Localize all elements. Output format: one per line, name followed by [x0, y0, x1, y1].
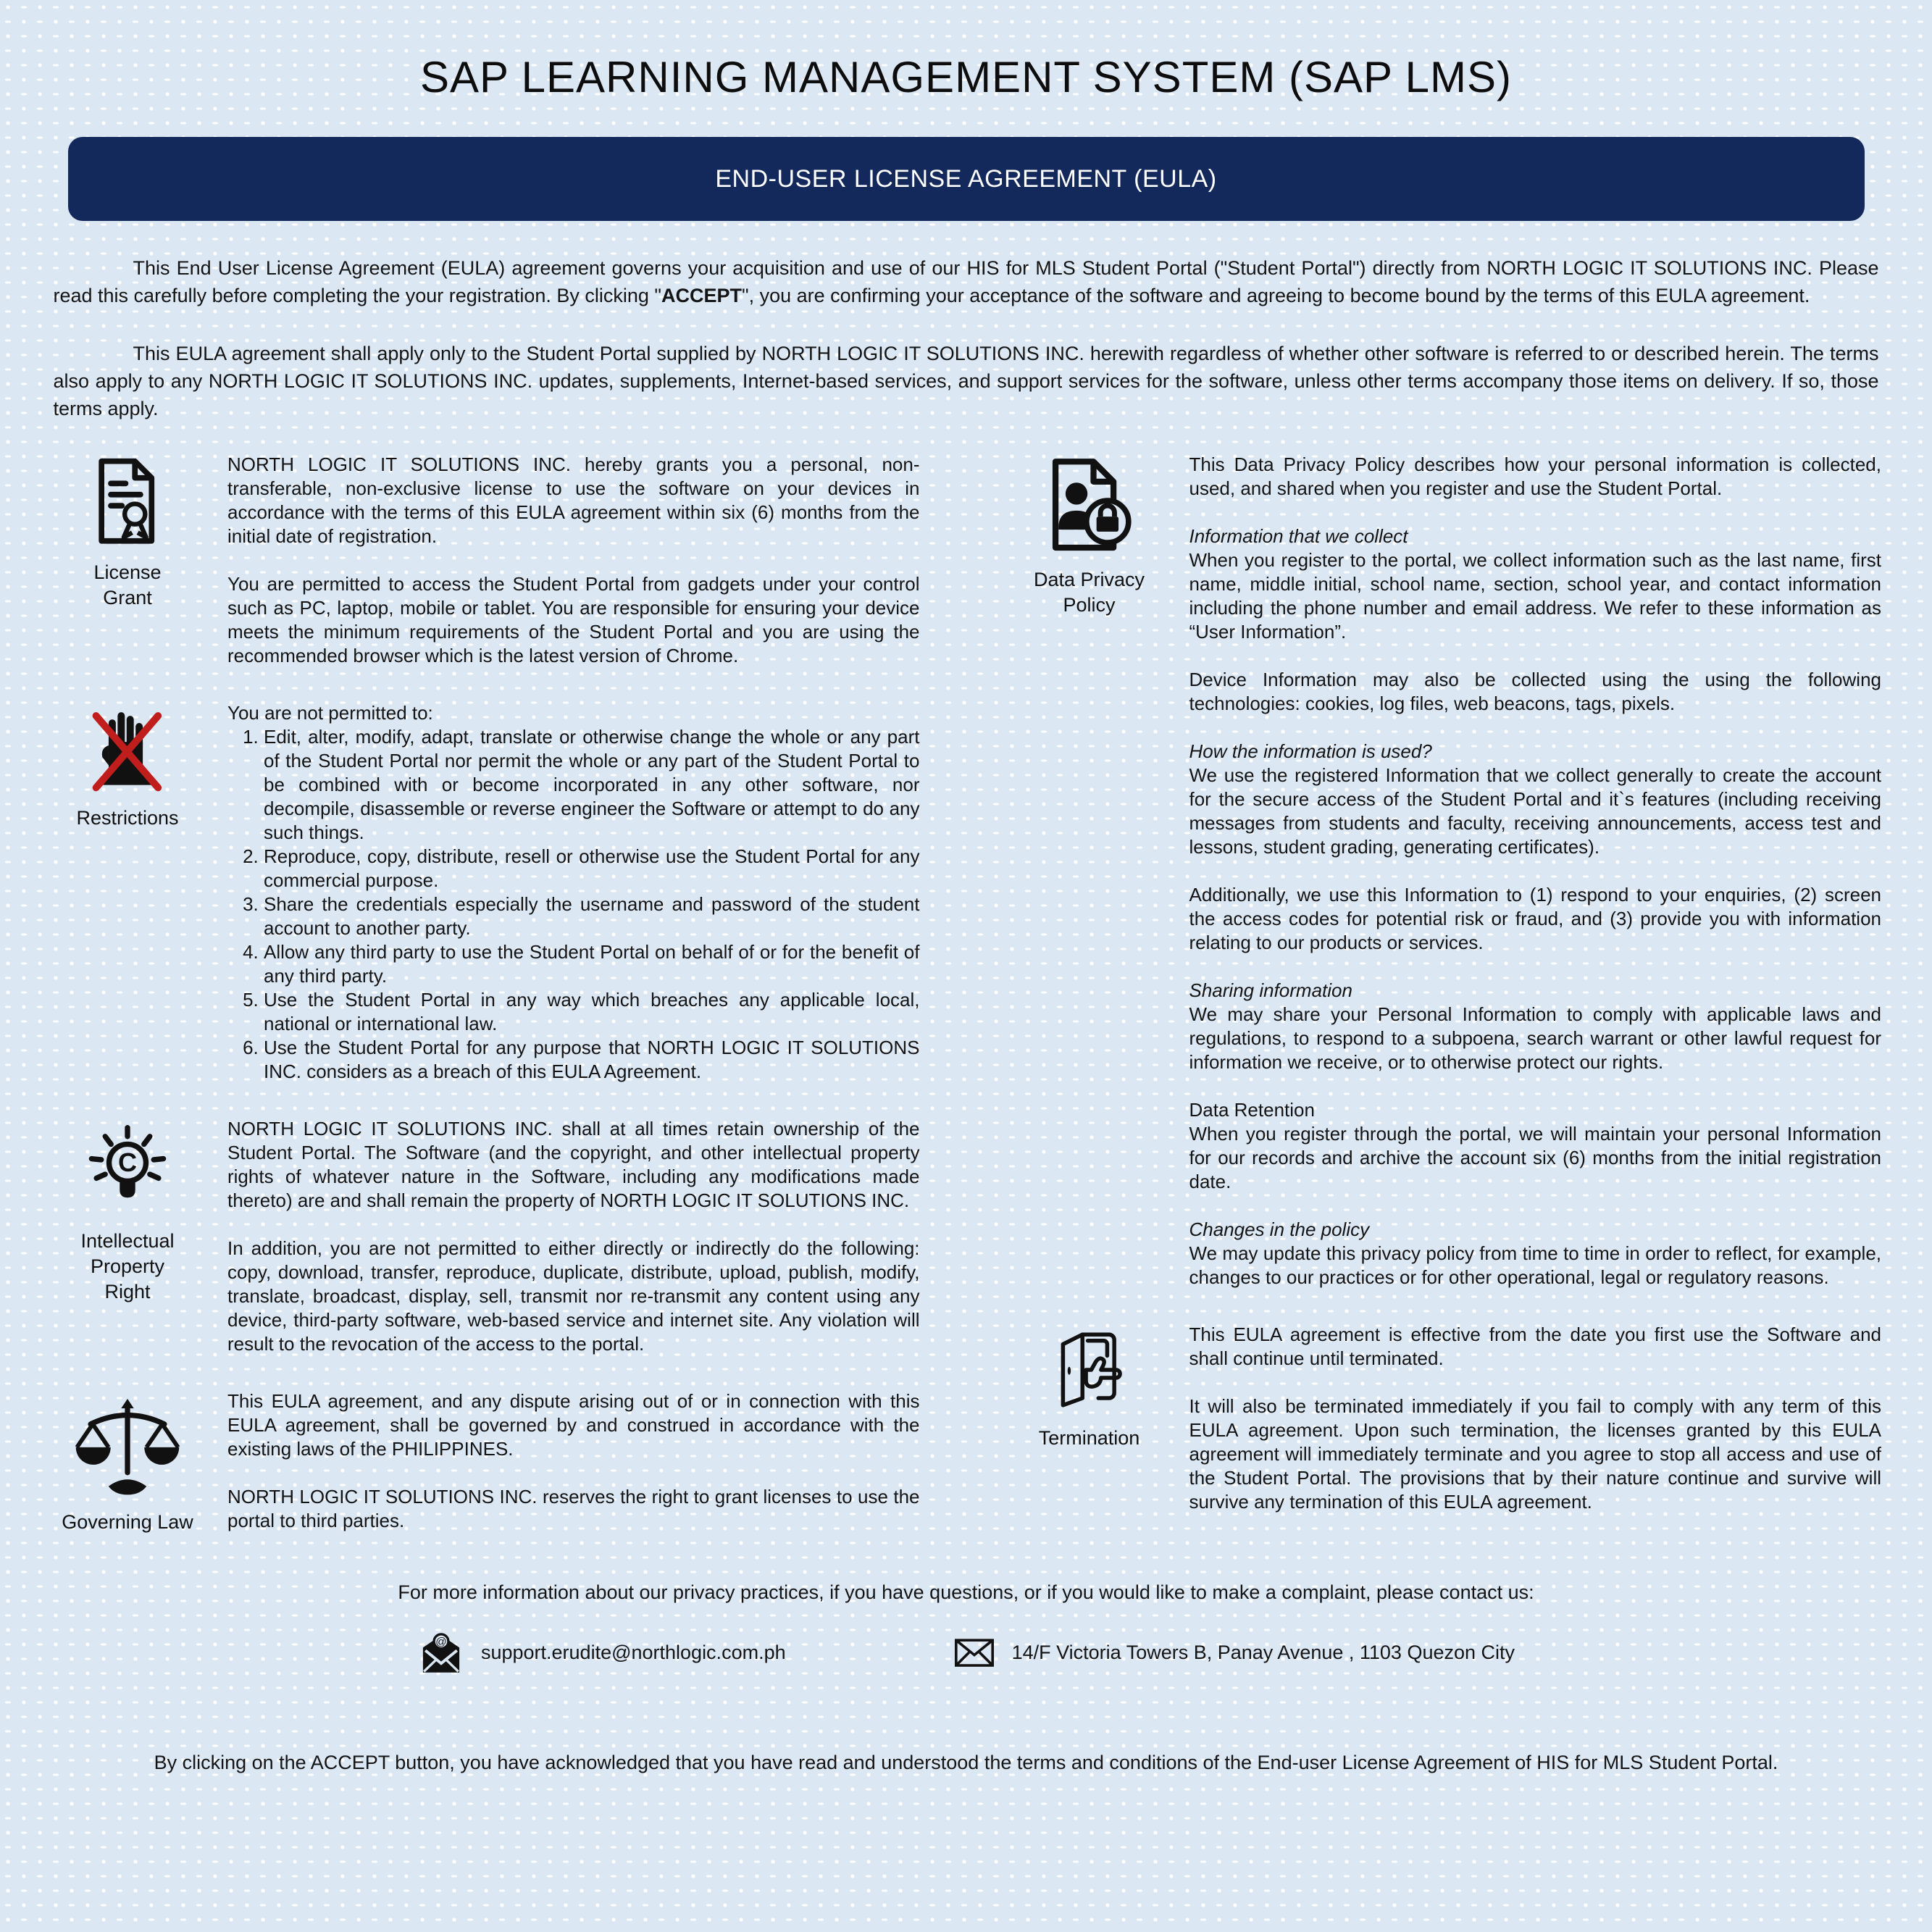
restrictions-text: [227, 701, 920, 1084]
termination-text: [1189, 1323, 1882, 1514]
restriction-item: 2. Reproduce, copy, distribute, resell or otherwise use the Student Portal for any commercial purpose.: [264, 845, 920, 892]
section-intellectual-property: [52, 1117, 920, 1356]
data-privacy-heading-retention: Data Retention: [1189, 1099, 1315, 1121]
data-privacy-heading-used: How the information is used?: [1189, 740, 1432, 762]
restrictions-intro: You are not permitted to:: [227, 702, 433, 724]
svg-text:C: C: [117, 1147, 138, 1178]
data-privacy-p7: When you register through the portal, we will maintain your personal Information for our records and archive the account six (6) months from the initial registration date.: [1189, 1123, 1881, 1192]
contact-email-text: support.erudite@northlogic.com.ph: [480, 1641, 786, 1663]
exit-door-icon: [1045, 1326, 1134, 1414]
data-privacy-p1: This Data Privacy Policy describes how your personal information is collected, used, and shared when you register and use the Student Portal.: [1189, 453, 1881, 499]
data-privacy-heading-changes: Changes in the policy: [1189, 1218, 1370, 1240]
data-privacy-p6: We may share your Personal Information to comply with applicable laws and regulations, to respond to a subpoena, search warrant or other lawful request for information we receive, or to otherwise protect our rights.: [1189, 1003, 1881, 1073]
svg-text:@: @: [435, 1636, 447, 1649]
section-termination: [1014, 1323, 1882, 1514]
contact-row: [0, 1628, 1932, 1676]
prohibited-hand-icon: [83, 704, 172, 794]
license-grant-text: [227, 453, 920, 668]
section-restrictions: [52, 701, 920, 1084]
termination-p1: This EULA agreement is effective from the date you first use the Software and shall continue until terminated.: [1189, 1323, 1881, 1369]
section-data-privacy: [1014, 453, 1882, 1289]
data-privacy-p5: Additionally, we use this Information to (1) respond to your enquiries, (2) screen the access codes for potential risk or fraud, and (3) provide you with information relating to our products or services.: [1189, 884, 1881, 953]
termination-p2: It will also be terminated immediately if you fail to comply with any term of this EULA agreement. Upon such termination, the licenses granted by this EULA agreement will immediately terminate and you agree to stop all access and use of the Student Portal. The provisions that by their nature continue and survive will survive any termination of this EULA agreement.: [1189, 1395, 1881, 1513]
restrictions-label: Restrictions: [76, 807, 179, 829]
data-privacy-p3: Device Information may also be collected using the using the following technologies: cookies, log files, web beacons, tags, pixels.: [1189, 669, 1881, 714]
governing-law-p1: This EULA agreement, and any dispute arising out of or in connection with this EULA agreement, shall be governed by and construed in accordance with the existing laws of the PHILIPPINES.: [227, 1390, 920, 1460]
accept-keyword: ACCEPT: [661, 285, 742, 306]
restriction-item: 3. Share the credentials especially the username and password of the student account to another party.: [264, 892, 920, 940]
governing-law-icon-block: [52, 1389, 203, 1535]
contact-address-text: 14/F Victoria Towers B, Panay Avenue , 1103 Quezon City: [1011, 1641, 1515, 1663]
left-column: [52, 453, 920, 1535]
data-privacy-p2: When you register to the portal, we collect information such as the last name, first name, middle initial, school name, section, school year, and contact information including the phone number and email address. We refer to these information as “User Information”.: [1189, 549, 1881, 643]
data-privacy-heading-collect: Information that we collect: [1189, 525, 1408, 547]
scales-of-justice-icon: [70, 1392, 185, 1498]
privacy-document-lock-icon: [1040, 456, 1139, 556]
contact-address: [953, 1631, 1515, 1674]
intro-p1-text-after: ", you are confirming your acceptance of the software and agreeing to become bound by the terms of this EULA agreement.: [742, 285, 1810, 306]
mail-envelope-icon: [953, 1631, 996, 1674]
intro-paragraph-2: This EULA agreement shall apply only to the Student Portal supplied by NORTH LOGIC IT SOLUTIONS INC. herewith regardless of whether other software is referred to or described herein. The terms also apply to any NORTH LOGIC IT SOLUTIONS INC. updates, supplements, Internet-based services, and support services for the software, unless other terms accompany those items on delivery. If so, those terms apply.: [53, 343, 1879, 419]
governing-law-p2: NORTH LOGIC IT SOLUTIONS INC. reserves the right to grant licenses to use the portal to third parties.: [227, 1486, 920, 1531]
intellectual-property-icon-block: [52, 1117, 203, 1305]
accept-acknowledgement-note: By clicking on the ACCEPT button, you have acknowledged that you have read and understood the terms and conditions of the End-user License Agreement of HIS for MLS Student Portal.: [154, 1752, 1778, 1773]
termination-icon-block: [1014, 1323, 1165, 1451]
intellectual-property-label: Intellectual Property Right: [80, 1230, 175, 1302]
restriction-item: 6. Use the Student Portal for any purpose that NORTH LOGIC IT SOLUTIONS INC. considers as a breach of this EULA Agreement.: [264, 1036, 920, 1084]
section-license-grant: [52, 453, 920, 668]
contact-email: [417, 1628, 786, 1676]
intro-p1-text: This End User License Agreement (EULA) agreement governs your acquisition and use of our HIS for MLS Student Portal ("Student Portal") directly from NORTH LOGIC IT SOLUTIONS INC. Please read this carefully before completing the your registration. By clicking ": [53, 257, 1879, 306]
copyright-bulb-icon: [79, 1120, 176, 1217]
license-grant-p2: You are permitted to access the Student Portal from gadgets under your control such as PC, laptop, mobile or tablet. You are responsible for ensuring your device meets the minimum requirements of the Student Portal and you are using the recommended browser which is the latest version of Chrome.: [227, 573, 920, 666]
data-privacy-p8: We may update this privacy policy from time to time in order to reflect, for example, changes to our practices or for other operational, legal or regulatory reasons.: [1189, 1242, 1881, 1288]
governing-law-label: Governing Law: [62, 1511, 193, 1533]
content-columns: [52, 453, 1881, 1535]
intellectual-property-text: [227, 1117, 920, 1356]
termination-label: Termination: [1038, 1427, 1140, 1449]
restrictions-list: [227, 725, 920, 1084]
contact-intro-line: For more information about our privacy practices, if you have questions, or if you would like to make a complaint, please contact us:: [398, 1581, 1534, 1603]
restriction-item: 1. Edit, alter, modify, adapt, translate or otherwise change the whole or any part of the Student Portal nor permit the whole or any part of the Student Portal to be combined with or become incorporated in any other software, nor decompile, disassemble or reverse engineer the Software or attempt to do any such things.: [264, 725, 920, 845]
restriction-item: 4. Allow any third party to use the Student Portal on behalf of or for the benefit of any third party.: [264, 940, 920, 988]
data-privacy-label: Data Privacy Policy: [1033, 569, 1145, 616]
license-grant-icon-block: [52, 453, 203, 611]
page-title: SAP LEARNING MANAGEMENT SYSTEM (SAP LMS): [419, 53, 1512, 101]
data-privacy-heading-sharing: Sharing information: [1189, 979, 1352, 1001]
intro-block: [54, 254, 1879, 422]
license-grant-label: License Grant: [93, 561, 162, 609]
eula-banner: [68, 137, 1865, 221]
intro-paragraph-1: [54, 254, 1879, 309]
data-privacy-p4: We use the registered Information that we collect generally to create the account for the secure access of the Student Portal and it`s features (including receiving messages from students and faculty, receiving announcements, access test and lessons, student grading, generating certificates).: [1189, 764, 1881, 858]
certificate-document-icon: [81, 456, 174, 548]
email-envelope-at-icon: [417, 1628, 465, 1676]
governing-law-text: [227, 1389, 920, 1533]
restriction-item: 5. Use the Student Portal in any way which breaches any applicable local, national or international law.: [264, 988, 920, 1036]
right-column: [1014, 453, 1882, 1535]
intellectual-property-p2: In addition, you are not permitted to either directly or indirectly do the following: copy, download, transfer, reproduce, duplicate, distribute, upload, publish, modify, translate, broadcast, display, sell, transmit nor re-transmit any content using any device, third-party software, web-based service and internet site. Any violation will result to the revocation of the access to the portal.: [227, 1237, 920, 1355]
eula-banner-label: END-USER LICENSE AGREEMENT (EULA): [715, 164, 1217, 193]
restrictions-icon-block: [52, 701, 203, 831]
section-governing-law: [52, 1389, 920, 1535]
license-grant-p1: NORTH LOGIC IT SOLUTIONS INC. hereby grants you a personal, non-transferable, non-exclusive license to use the software on your devices in accordance with the terms of this EULA agreement within six (6) months from the initial date of registration.: [227, 453, 920, 547]
data-privacy-text: [1189, 453, 1882, 1289]
intellectual-property-p1: NORTH LOGIC IT SOLUTIONS INC. shall at all times retain ownership of the Student Portal. The Software (and the copyright, and other intellectual property rights of whatever nature in the Software, including any modifications made thereto) are and shall remain the property of NORTH LOGIC IT SOLUTIONS INC.: [227, 1118, 920, 1211]
data-privacy-icon-block: [1014, 453, 1165, 618]
